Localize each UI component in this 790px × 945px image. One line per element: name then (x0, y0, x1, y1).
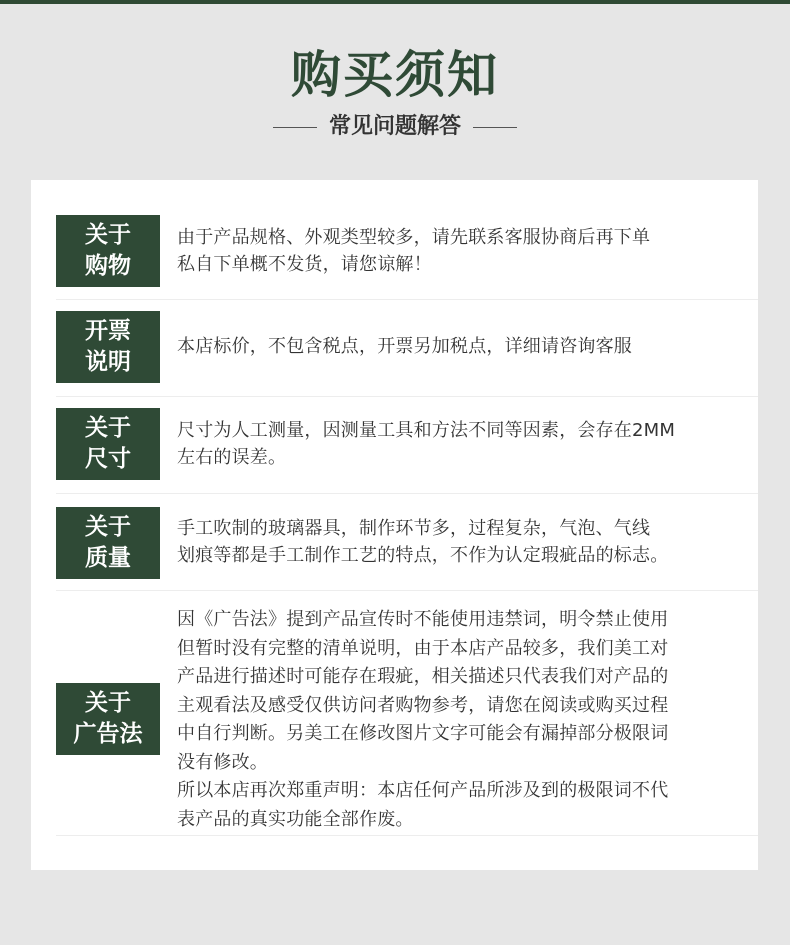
faq-text-ad-law (177, 606, 747, 834)
faq-label-line: 开票 (85, 318, 131, 344)
faq-text-line: 所以本店再次郑重声明：本店任何产品所涉及到的极限词不代 (177, 780, 669, 801)
faq-text-line: 主观看法及感受仅供访问者购物参考，请您在阅读或购买过程 (177, 694, 669, 716)
faq-label-quality (56, 507, 160, 579)
faq-label-size (56, 408, 160, 480)
faq-label-line: 广告法 (73, 721, 143, 747)
faq-row-size (31, 397, 758, 494)
faq-text-size (177, 417, 747, 471)
faq-label-line: 关于 (85, 415, 131, 441)
faq-label-line: 关于 (85, 514, 131, 540)
faq-text-line: 由于产品规格、外观类型较多，请先联系客服协商后再下单 (177, 227, 651, 248)
row-divider (56, 835, 758, 836)
faq-text-line: 手工吹制的玻璃器具，制作环节多，过程复杂，气泡、气线 (177, 518, 651, 539)
subtitle-left-rule (273, 127, 317, 128)
faq-text-quality (177, 515, 747, 569)
faq-label-line: 关于 (85, 222, 131, 248)
faq-text-line: 表产品的真实功能全部作废。 (177, 808, 414, 830)
faq-text-invoice (177, 333, 747, 360)
faq-label-shopping (56, 215, 160, 287)
faq-text-line: 产品进行描述时可能存在瑕疵，相关描述只代表我们对产品的 (177, 666, 669, 687)
faq-label-line: 关于 (85, 690, 131, 716)
faq-text-line: 私自下单概不发货，请您谅解！ (177, 254, 432, 275)
faq-text-shopping (177, 224, 747, 278)
faq-row-quality (31, 494, 758, 591)
faq-card (31, 180, 758, 870)
faq-label-line: 说明 (85, 349, 131, 375)
faq-label-line: 尺寸 (85, 446, 131, 472)
faq-text-line: 尺寸为人工测量，因测量工具和方法不同等因素，会存在2MM (177, 420, 676, 441)
faq-row-invoice (31, 300, 758, 397)
faq-row-ad-law (31, 591, 758, 836)
faq-label-line: 购物 (85, 253, 131, 279)
faq-text-line: 没有修改。 (177, 751, 268, 773)
faq-text-line: 划痕等都是手工制作工艺的特点，不作为认定瑕疵品的标志。 (177, 545, 669, 566)
faq-text-line: 但暂时没有完整的清单说明，由于本店产品较多，我们美工对 (177, 637, 669, 659)
faq-text-line: 因《广告法》提到产品宣传时不能使用违禁词，明令禁止使用 (177, 609, 669, 630)
faq-label-invoice (56, 311, 160, 383)
top-border (0, 0, 790, 4)
faq-label-line: 质量 (85, 545, 131, 571)
faq-label-ad-law (56, 683, 160, 755)
faq-text-line: 左右的误差。 (177, 447, 287, 468)
faq-text-line: 中自行判断。另美工在修改图片文字可能会有漏掉部分极限词 (177, 723, 669, 744)
faq-row-shopping (31, 180, 758, 300)
faq-text-line: 本店标价，不包含税点，开票另加税点，详细请咨询客服 (177, 336, 632, 357)
subtitle-row (0, 110, 790, 144)
subtitle-right-rule (473, 127, 517, 128)
page-subtitle: 常见问题解答 (328, 114, 461, 139)
page-title: 购买须知 (291, 46, 499, 104)
